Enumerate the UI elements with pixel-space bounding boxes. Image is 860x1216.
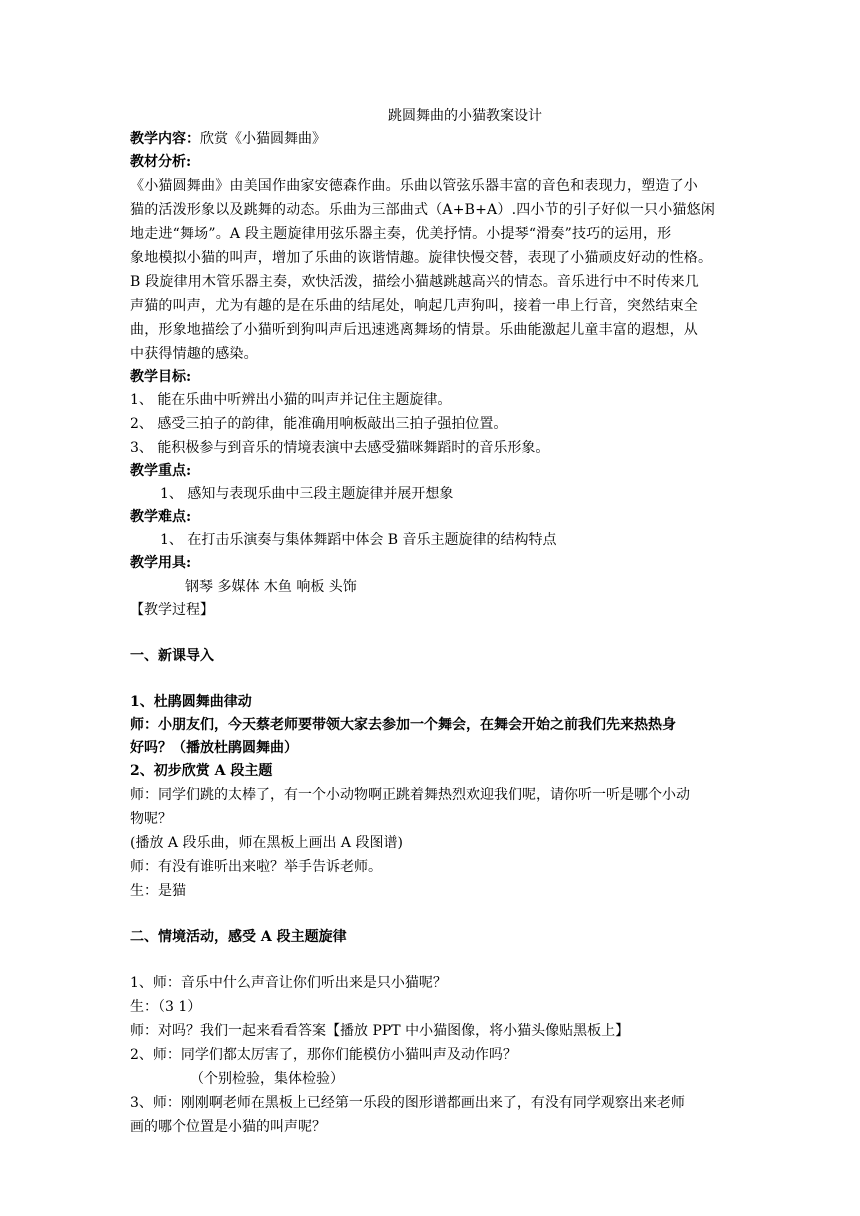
section2-paragraph: 2、师：同学们都太厉害了，那你们能模仿小猫叫声及动作吗？	[130, 1047, 517, 1063]
key-points-label: 教学重点:	[130, 463, 192, 479]
teaching-content-label: 教学内容：	[130, 131, 200, 147]
section2-paragraph: （个别检验，集体检验）	[190, 1071, 344, 1087]
section1-paragraph: 师：有没有谁听出来啦？举手告诉老师。	[130, 859, 382, 875]
section1-paragraph: 师：同学们跳的太棒了，有一个小动物啊正跳着舞热烈欢迎我们呢，请你听一听是哪个小动	[130, 787, 690, 803]
section2-paragraph: 1、师：音乐中什么声音让你们听出来是只小猫呢？	[130, 975, 447, 991]
process-label: 【教学过程】	[130, 602, 214, 618]
section1-paragraph: 生：是猫	[130, 883, 186, 899]
analysis-line: 猫的活泼形象以及跳舞的动态。乐曲为三部曲式（A+B+A）.四小节的引子好似一只小猫悠闲	[130, 202, 716, 218]
teaching-content-value: 欣赏《小猫圆舞曲》	[200, 131, 326, 147]
goal-item: 3、 能积极参与到音乐的情境表演中去感受猫咪舞蹈时的音乐形象。	[130, 440, 550, 456]
section1-paragraph: 师：小朋友们，今天蔡老师要带领大家去参加一个舞会，在舞会开始之前我们先来热热身	[130, 717, 676, 733]
analysis-line: B 段旋律用木管乐器主奏，欢快活泼，描绘小猫越跳越高兴的情态。音乐进行中不时传来几	[130, 274, 699, 290]
section1-paragraph: (播放 A 段乐曲，师在黑板上画出 A 段图谱)	[130, 835, 403, 851]
section2-paragraph: 画的哪个位置是小猫的叫声呢？	[130, 1119, 326, 1135]
section1-item2-title: 2、初步欣赏 A 段主题	[130, 763, 273, 779]
key-point-item: 1、 感知与表现乐曲中三段主题旋律并展开想象	[160, 486, 454, 502]
section1-item1-title: 1、杜鹃圆舞曲律动	[130, 694, 252, 710]
analysis-line: 中获得情趣的感染。	[130, 346, 258, 362]
tools-label: 教学用具:	[130, 555, 192, 571]
goal-item: 1、 能在乐曲中听辨出小猫的叫声并记住主题旋律。	[130, 392, 452, 408]
section-heading-2: 二、情境活动，感受 A 段主题旋律	[130, 929, 347, 945]
analysis-label: 教材分析:	[130, 154, 192, 170]
section2-paragraph: 3、师：刚刚啊老师在黑板上已经第一乐段的图形谱都画出来了，有没有同学观察出来老师	[130, 1095, 685, 1111]
difficulty-item: 1、 在打击乐演奏与集体舞蹈中体会 B 音乐主题旋律的结构特点	[160, 532, 557, 548]
section1-paragraph: 好吗？（播放杜鹃圆舞曲）	[130, 740, 298, 756]
section2-paragraph: 师：对吗？我们一起来看看答案【播放 PPT 中小猫图像，将小猫头像贴黑板上】	[130, 1023, 630, 1039]
section2-paragraph: 生：（3 1）	[130, 999, 202, 1015]
analysis-line: 象地模拟小猫的叫声，增加了乐曲的诙谐情趣。旋律快慢交替，表现了小猫顽皮好动的性格。	[130, 250, 713, 266]
difficulty-label: 教学难点:	[130, 509, 192, 525]
analysis-line: 《小猫圆舞曲》由美国作曲家安德森作曲。乐曲以管弦乐器丰富的音色和表现力，塑造了小	[130, 178, 698, 194]
analysis-line: 曲，形象地描绘了小猫听到狗叫声后迅速逃离舞场的情景。乐曲能激起儿童丰富的遐想，从	[130, 322, 698, 338]
analysis-line: 地走进“舞场”。A 段主题旋律用弦乐器主奏，优美抒情。小提琴“滑奏”技巧的运用，形	[130, 226, 672, 242]
goals-label: 教学目标:	[130, 369, 192, 385]
teaching-content	[130, 128, 326, 151]
document-title: 跳圆舞曲的小猫教案设计	[388, 108, 542, 124]
section-heading-1: 一、新课导入	[130, 648, 214, 664]
analysis-line: 声猫的叫声，尤为有趣的是在乐曲的结尾处，响起几声狗叫，接着一串上行音，突然结束全	[130, 298, 698, 314]
goal-item: 2、 感受三拍子的韵律，能准确用响板敲出三拍子强拍位置。	[130, 416, 508, 432]
tools-value: 钢琴 多媒体 木鱼 响板 头饰	[185, 579, 357, 595]
section1-paragraph: 物呢？	[130, 811, 172, 827]
